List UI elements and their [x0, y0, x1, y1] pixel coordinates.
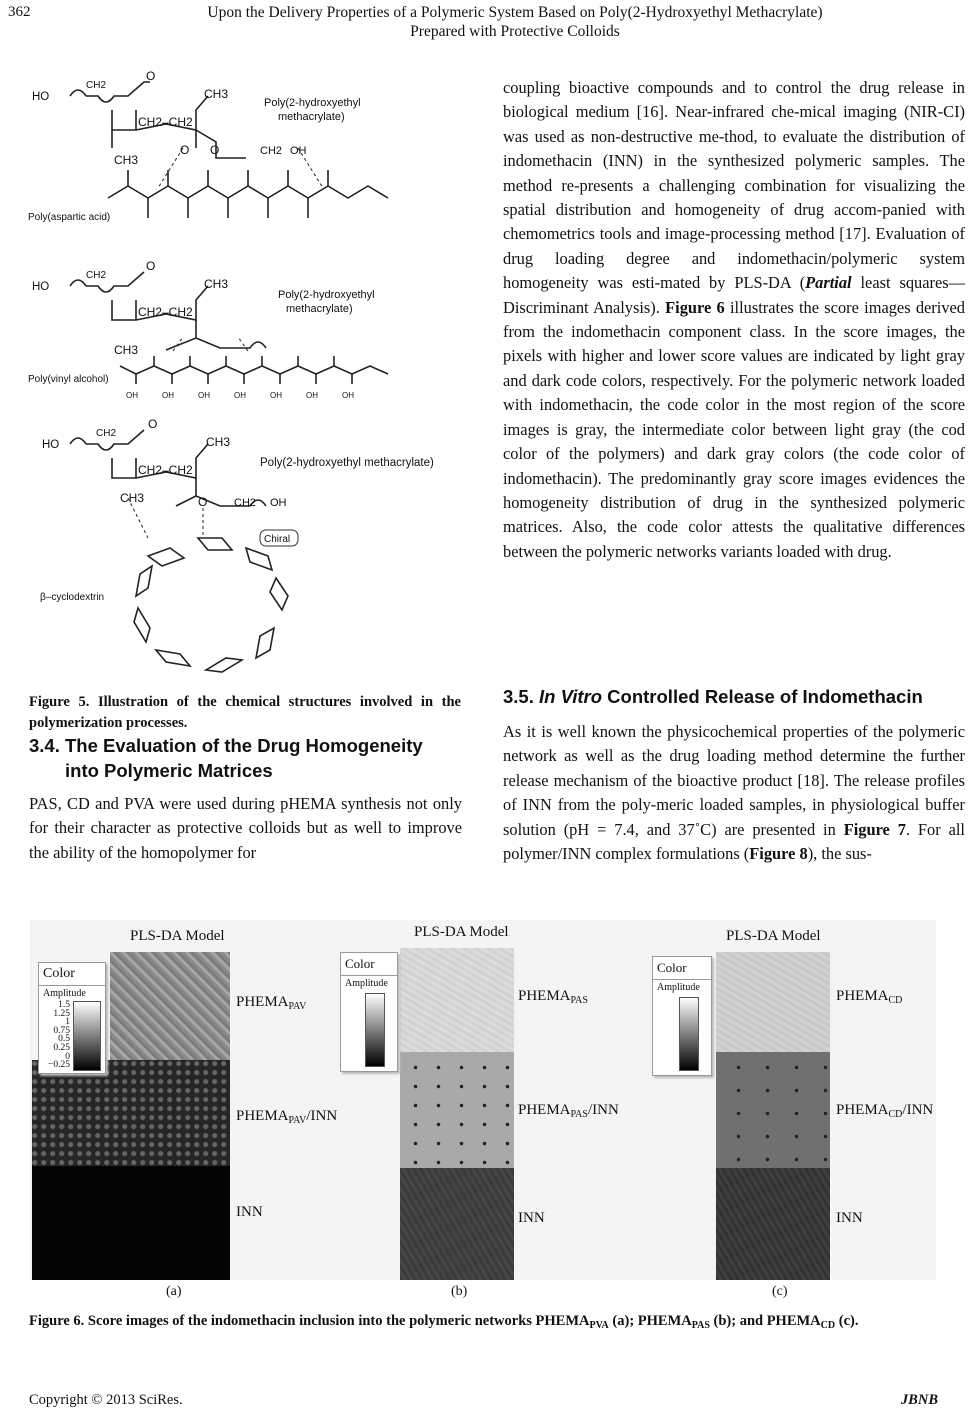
svg-text:HO: HO	[42, 439, 60, 451]
right-paragraph-2	[503, 720, 965, 866]
svg-text:OH: OH	[270, 497, 287, 509]
p2-text-c: ), the sus-	[807, 844, 872, 864]
tick: 0.75	[53, 1025, 70, 1036]
section-3-5-num: 3.5.	[503, 686, 539, 707]
svg-text:OH: OH	[306, 391, 318, 400]
panel-c-label-phema	[836, 988, 902, 1006]
panel-b-label-phema	[518, 988, 588, 1006]
tick: 0	[65, 1051, 70, 1062]
panel-a-phema2: PHEMA	[236, 1108, 289, 1124]
figure6-panel-a	[30, 920, 338, 1280]
svg-text:CH2–CH2: CH2–CH2	[138, 463, 193, 477]
svg-text:CH3: CH3	[114, 153, 139, 167]
label-pva: Poly(vinyl alcohol)	[28, 374, 109, 385]
label-phema-3: Poly(2-hydroxyethyl methacrylate)	[260, 457, 434, 469]
panel-b-title: PLS-DA Model	[414, 924, 509, 940]
panel-a-phema: PHEMA	[236, 994, 289, 1010]
svg-text:CH3: CH3	[204, 87, 229, 101]
p2-figure7-ref: Figure 7	[843, 819, 906, 839]
svg-text:CH2: CH2	[86, 80, 107, 91]
section-3-4-heading	[29, 733, 469, 783]
svg-text:O: O	[146, 259, 156, 273]
svg-text:O: O	[210, 143, 220, 157]
caption-sub1: PVA	[589, 1320, 609, 1331]
panel-c-phema-inn-image	[716, 1052, 830, 1168]
panel-a-sub2: PAV	[288, 1115, 307, 1126]
panel-c-title: PLS-DA Model	[726, 928, 821, 944]
svg-text:CH3: CH3	[204, 277, 229, 291]
panel-a-colorbar	[38, 962, 106, 1074]
panel-a-label-inn: INN	[236, 1204, 263, 1220]
panel-a-inn-suffix: /INN	[306, 1108, 338, 1124]
panel-c-amplitude-label: Amplitude	[657, 982, 700, 993]
svg-text:O: O	[198, 495, 208, 509]
panel-a-phema-image	[110, 952, 230, 1060]
panel-b-amplitude-label: Amplitude	[345, 978, 388, 989]
tick: −0.25	[48, 1060, 70, 1071]
svg-text:OH: OH	[162, 391, 174, 400]
section-3-4-heading-line1: 3.4. The Evaluation of the Drug Homogeneity	[29, 735, 423, 756]
running-title-line1: Upon the Delivery Properties of a Polymeric System Based on Poly(2-Hydroxyethyl Methacrylate)	[207, 4, 823, 21]
svg-text:CH2–CH2: CH2–CH2	[138, 305, 193, 319]
svg-text:CH3: CH3	[114, 343, 139, 357]
svg-text:OH: OH	[290, 145, 307, 157]
panel-b-label-phema-inn	[518, 1102, 619, 1120]
caption-d: (c).	[835, 1313, 859, 1329]
page-number: 362	[8, 4, 31, 20]
caption-c: (b); and PHEMA	[709, 1313, 821, 1329]
svg-text:O: O	[180, 143, 190, 157]
tick: 0.25	[53, 1042, 70, 1053]
label-phema-2a: Poly(2-hydroxyethyl	[278, 289, 375, 301]
svg-text:CH2: CH2	[234, 497, 257, 509]
figure5-caption: Figure 5. Illustration of the chemical structures involved in the polymerization processes.	[29, 694, 461, 731]
caption-a: Figure 6. Score images of the indomethacin inclusion into the polymeric networks PHEMA	[29, 1313, 590, 1329]
panel-c-color-label: Color	[653, 957, 711, 980]
svg-text:HO: HO	[32, 281, 50, 293]
svg-text:O: O	[146, 69, 156, 83]
panel-letter-a: (a)	[166, 1284, 182, 1299]
panel-letter-c: (c)	[772, 1284, 788, 1299]
panel-a-inn-image	[32, 1166, 230, 1280]
figure6	[30, 920, 936, 1280]
panel-c-inn-suffix: /INN	[902, 1102, 934, 1118]
figure6-panel-b	[330, 920, 640, 1280]
panel-b-gradient-bar	[365, 993, 385, 1067]
svg-text:OH: OH	[234, 391, 246, 400]
p2-text-b: . For all polymer/INN complex formulations (	[503, 819, 965, 864]
caption-b: (a); PHEMA	[608, 1313, 692, 1329]
panel-a-gradient-bar	[73, 1001, 101, 1071]
panel-b-phema2: PHEMA	[518, 1102, 571, 1118]
svg-text:CH2: CH2	[260, 145, 283, 157]
panel-a-color-label: Color	[39, 963, 105, 986]
panel-letter-b: (b)	[451, 1284, 468, 1299]
panel-c-sub2: CD	[888, 1109, 903, 1120]
svg-text:OH: OH	[342, 391, 354, 400]
panel-a-phema-inn-image	[32, 1060, 230, 1166]
panel-c-phema-image	[716, 952, 830, 1052]
p1-text-b: least squares—Discriminant Analysis).	[503, 273, 965, 317]
footer-journal: JBNB	[900, 1392, 938, 1408]
caption-sub3: CD	[820, 1320, 836, 1331]
svg-text:CH3: CH3	[206, 435, 231, 449]
svg-text:O: O	[148, 417, 158, 431]
panel-c-gradient-bar	[679, 997, 699, 1071]
label-phema-1b: methacrylate)	[278, 111, 345, 123]
figure6-caption	[29, 1310, 964, 1337]
panel-c-colorbar	[652, 956, 712, 1076]
svg-text:CH2–CH2: CH2–CH2	[138, 115, 193, 129]
panel-b-phema-inn-image	[400, 1052, 514, 1168]
tick: 1	[65, 1017, 70, 1028]
panel-a-title: PLS-DA Model	[130, 928, 225, 944]
section-3-5-italic: In Vitro	[539, 686, 603, 707]
panel-a-ticks	[42, 1001, 70, 1070]
p2-text-a: As it is well known the physicochemical properties of the polymeric network as well as the drug loading method determine the further release mechanism of the bioactive product [18]. The release profiles of INN from the poly-meric loaded samples, in physiological buffer solution (pH = 7.4, and 37˚C) are presented in	[503, 722, 965, 839]
panel-c-phema2: PHEMA	[836, 1102, 889, 1118]
svg-text:OH: OH	[126, 391, 138, 400]
panel-c-label-phema-inn	[836, 1102, 933, 1120]
running-title	[70, 3, 960, 41]
panel-c-label-inn: INN	[836, 1210, 863, 1226]
p1-text-c: illustrates the score images derived from the indomethacin component class. In the score images, the pixels with higher and lower score values are indicated by light gray and dark code colors, respectively. For the polymeric network loaded with indomethacin, the code color in the most region of the score images is gray, the intermediate color between light gray (the cod color of the polymers) and dark gray colors (the code color of indomethacin). The predominantly gray score images evidences the homogeneity distribution of drug in the synthesized polymeric matrices. Also, the code color attests the qualitative differences between the polymeric networks variants loaded with drug.	[503, 297, 965, 561]
panel-c-sub: CD	[888, 995, 903, 1006]
figure5-chemical-structures	[28, 68, 468, 680]
panel-c-phema: PHEMA	[836, 988, 889, 1004]
panel-b-inn-suffix: /INN	[587, 1102, 619, 1118]
panel-c-inn-image	[716, 1168, 830, 1280]
panel-a-amplitude-label: Amplitude	[43, 988, 86, 999]
panel-b-color-label: Color	[341, 953, 397, 976]
caption-sub2: PAS	[691, 1320, 710, 1331]
panel-b-phema: PHEMA	[518, 988, 571, 1004]
svg-text:OH: OH	[198, 391, 210, 400]
p1-partial: Partial	[805, 273, 852, 293]
section-3-5-heading	[503, 684, 965, 709]
panel-a-label-phema-inn	[236, 1108, 337, 1126]
p2-figure8-ref: Figure 8	[749, 844, 808, 864]
label-phema-2b: methacrylate)	[286, 303, 353, 315]
svg-text:HO: HO	[32, 91, 50, 103]
svg-text:CH2: CH2	[86, 270, 107, 281]
right-paragraph-1	[503, 76, 965, 564]
section-3-5-rest: Controlled Release of Indomethacin	[602, 686, 923, 707]
panel-b-sub2: PAS	[570, 1109, 588, 1120]
label-aspartic: Poly(aspartic acid)	[28, 212, 111, 223]
panel-a-label-phema	[236, 994, 306, 1012]
running-title-line2: Prepared with Protective Colloids	[410, 23, 620, 40]
svg-text:OH: OH	[270, 391, 282, 400]
panel-a-sub: PAV	[288, 1001, 307, 1012]
tick: 1.5	[58, 1000, 70, 1010]
panel-b-inn-image	[400, 1168, 514, 1280]
section-3-4-paragraph: PAS, CD and PVA were used during pHEMA synthesis not only for their character as protective colloids but as well to improve the ability of the homopolymer for	[29, 794, 462, 862]
label-phema-1a: Poly(2-hydroxyethyl	[264, 97, 361, 109]
section-3-4-heading-line2: into Polymeric Matrices	[65, 760, 273, 781]
label-chiral: Chiral	[264, 534, 291, 545]
panel-b-phema-image	[400, 948, 514, 1052]
tick: 1.25	[53, 1008, 70, 1019]
label-cyclodextrin: β–cyclodextrin	[40, 592, 105, 603]
panel-b-sub: PAS	[570, 995, 588, 1006]
svg-text:CH2: CH2	[96, 428, 117, 439]
tick: 0.5	[58, 1034, 70, 1045]
svg-text:CH3: CH3	[120, 491, 145, 505]
p1-figure6-ref: Figure 6	[665, 297, 725, 317]
panel-b-colorbar	[340, 952, 398, 1072]
footer-copyright: Copyright © 2013 SciRes.	[29, 1392, 183, 1408]
p1-text-a: coupling bioactive compounds and to control the drug release in biological medium [16]. Near-infrared che-mical imaging (NIR-CI) was used as non-destructive me-thod, to evaluate the distribution of indomethacin (INN) in the synthesized polymeric samples. The method re-presents a challenging combination for visualizing the spatial distribution and homogeneity of drug accom-panied with chemometrics tools and image-processing method [17]. Evaluation of drug loading degree and indomethacin/polymeric system homogeneity was esti-mated by PLS-DA (	[503, 78, 965, 293]
figure6-panel-c	[642, 920, 936, 1280]
panel-b-label-inn: INN	[518, 1210, 545, 1226]
